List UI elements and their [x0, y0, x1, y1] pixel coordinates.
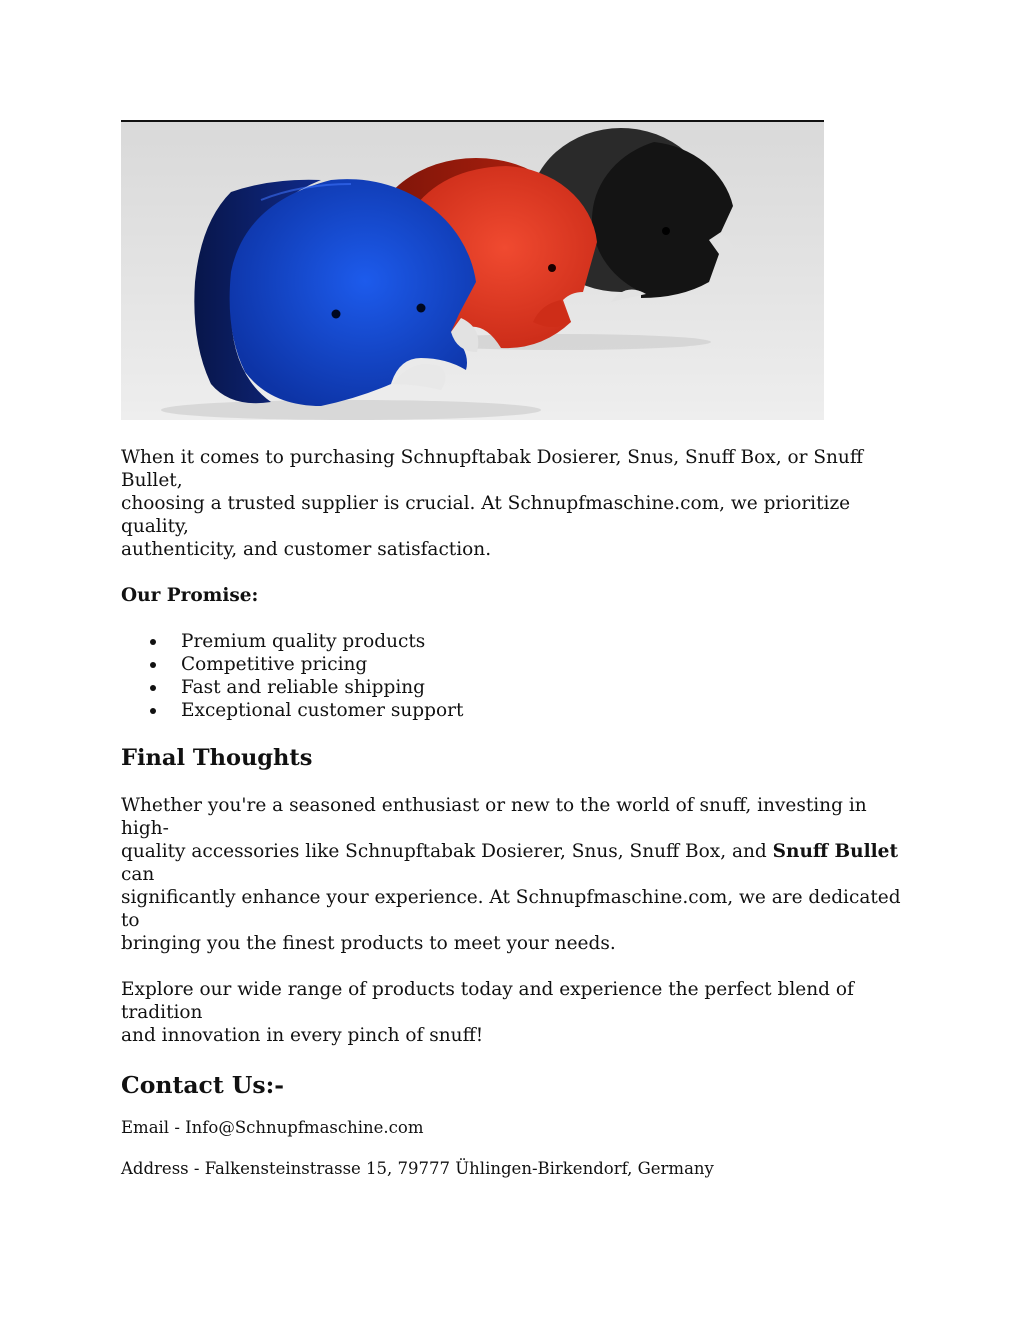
promise-list: [121, 630, 901, 722]
intro-line-2: choosing a trusted supplier is crucial. At Schnupfmaschine.com, we prioritize quality,: [121, 493, 851, 537]
blue-bullet: [194, 179, 478, 406]
list-item-label: Exceptional customer support: [181, 700, 464, 721]
list-item: [181, 630, 901, 653]
final-p2-line-2: and innovation in every pinch of snuff!: [121, 1025, 484, 1046]
list-item: [181, 653, 901, 676]
final-p1-line-2b: can: [121, 864, 155, 885]
snuff-bullet-emphasis: Snuff Bullet: [772, 841, 898, 862]
product-image: [121, 120, 824, 420]
list-item: [181, 676, 901, 699]
final-p1-line-4: bringing you the finest products to meet your needs.: [121, 933, 616, 954]
contact-heading: Contact Us:-: [121, 1071, 285, 1099]
contact-email: Email - Info@Schnupfmaschine.com: [121, 1118, 424, 1137]
list-item-label: Competitive pricing: [181, 654, 368, 675]
snuff-bullets-illustration: [121, 122, 824, 420]
list-item-label: Fast and reliable shipping: [181, 677, 426, 698]
bullet-icon: [150, 685, 156, 691]
final-p1-line-2a: quality accessories like Schnupftabak Dosierer, Snus, Snuff Box, and: [121, 841, 773, 862]
final-paragraph-1: [121, 794, 901, 955]
final-thoughts-heading: Final Thoughts: [121, 745, 313, 771]
promise-heading: Our Promise:: [121, 585, 259, 606]
final-p1-line-3: significantly enhance your experience. At Schnupfmaschine.com, we are dedicated to: [121, 887, 901, 931]
bullet-icon: [150, 662, 156, 668]
final-p2-line-1: Explore our wide range of products today and experience the perfect blend of tradition: [121, 979, 854, 1023]
list-item-label: Premium quality products: [181, 631, 426, 652]
list-item: [181, 699, 901, 722]
bullet-icon: [150, 639, 156, 645]
final-p1-line-1: Whether you're a seasoned enthusiast or new to the world of snuff, investing in high-: [121, 795, 867, 839]
intro-line-1: When it comes to purchasing Schnupftabak Dosierer, Snus, Snuff Box, or Snuff Bullet,: [121, 447, 863, 491]
final-paragraph-2: [121, 978, 901, 1047]
intro-line-3: authenticity, and customer satisfaction.: [121, 539, 492, 560]
contact-address: Address - Falkensteinstrasse 15, 79777 Ühlingen-Birkendorf, Germany: [121, 1159, 714, 1178]
bullet-icon: [150, 708, 156, 714]
intro-paragraph: [121, 446, 901, 561]
document-page: [121, 120, 901, 1180]
